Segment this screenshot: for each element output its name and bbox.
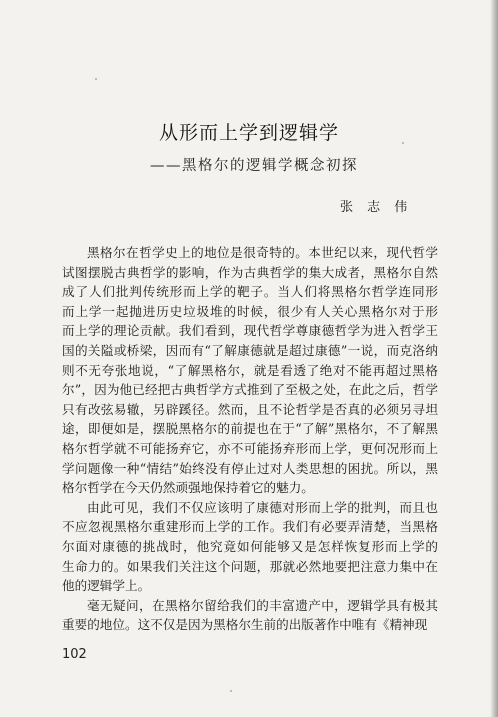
text-line: 格尔哲学在今天仍然顽强地保持着它的魅力。 [62, 480, 314, 496]
page-number: 102 [62, 647, 87, 662]
text-line: 格尔哲学就不可能扬弃它，亦不可能扬弃形而上学，更何况形而上 [62, 440, 438, 456]
text-line: 不应忽视黑格尔重建形而上学的工作。我们有必要弄清楚，当黑格 [62, 519, 438, 535]
text-line: 黑格尔在哲学史上的地位是很奇特的。本世纪以来，现代哲学 [87, 245, 438, 260]
text-line: 重要的地位。这不仅是因为黑格尔生前的出版著作中唯有《精神现 [62, 617, 428, 633]
text-line: 他的逻辑学上。 [62, 578, 151, 594]
text-line: 只有改弦易辙，另辟蹊径。然而，且不论哲学是否真的必须另寻坦 [62, 401, 438, 417]
text-line: 尔”，因为他已经把古典哲学方式推到了至极之处，在此之后，哲学 [62, 382, 438, 398]
text-line: 由此可见，我们不仅应该明了康德对形而上学的批判，而且也 [87, 499, 438, 515]
text-line: 而上学的理论贡献。我们看到，现代哲学尊康德哲学为进入哲学王 [62, 323, 438, 339]
article-subtitle: ——黑格尔的逻辑学概念初探 [150, 158, 358, 174]
text-line: 国的关隘或桥梁，因而有“了解康德就是超过康德”一说，而克洛纳 [62, 342, 438, 358]
article-body [62, 243, 438, 635]
article-author: 张 志 伟 [340, 200, 413, 215]
paragraph [62, 243, 438, 498]
text-line: 而上学一起抛进历史垃圾堆的时候，很少有人关心黑格尔对于形 [62, 303, 438, 319]
text-line: 则不无夸张地说，“了解黑格尔，就是看透了绝对不能再超过黑格 [62, 362, 438, 378]
paragraph [62, 596, 438, 635]
text-line: 毫无疑问，在黑格尔留给我们的丰富遗产中，逻辑学具有极其 [87, 597, 438, 613]
text-line: 途，即便如是，摆脱黑格尔的前提也在于“了解”黑格尔，不了解黑 [62, 421, 438, 437]
text-line: 生命力的。如果我们关注这个问题，那就必然地要把注意力集中在 [62, 558, 438, 574]
paragraph [62, 498, 438, 596]
text-line: 学问题像一种“情结”始终没有停止过对人类思想的困扰。所以，黑 [62, 460, 438, 476]
article-title: 从形而上学到逻辑学 [158, 122, 339, 144]
page-edge-shadow [490, 0, 498, 717]
text-line: 尔面对康德的挑战时，他究竟如何能够又是怎样恢复形而上学的 [62, 538, 438, 554]
text-line: 成了人们批判传统形而上学的靶子。当人们将黑格尔哲学连同形 [62, 284, 438, 300]
text-line: 试图摆脱古典哲学的影响，作为古典哲学的集大成者，黑格尔自然 [62, 264, 438, 280]
